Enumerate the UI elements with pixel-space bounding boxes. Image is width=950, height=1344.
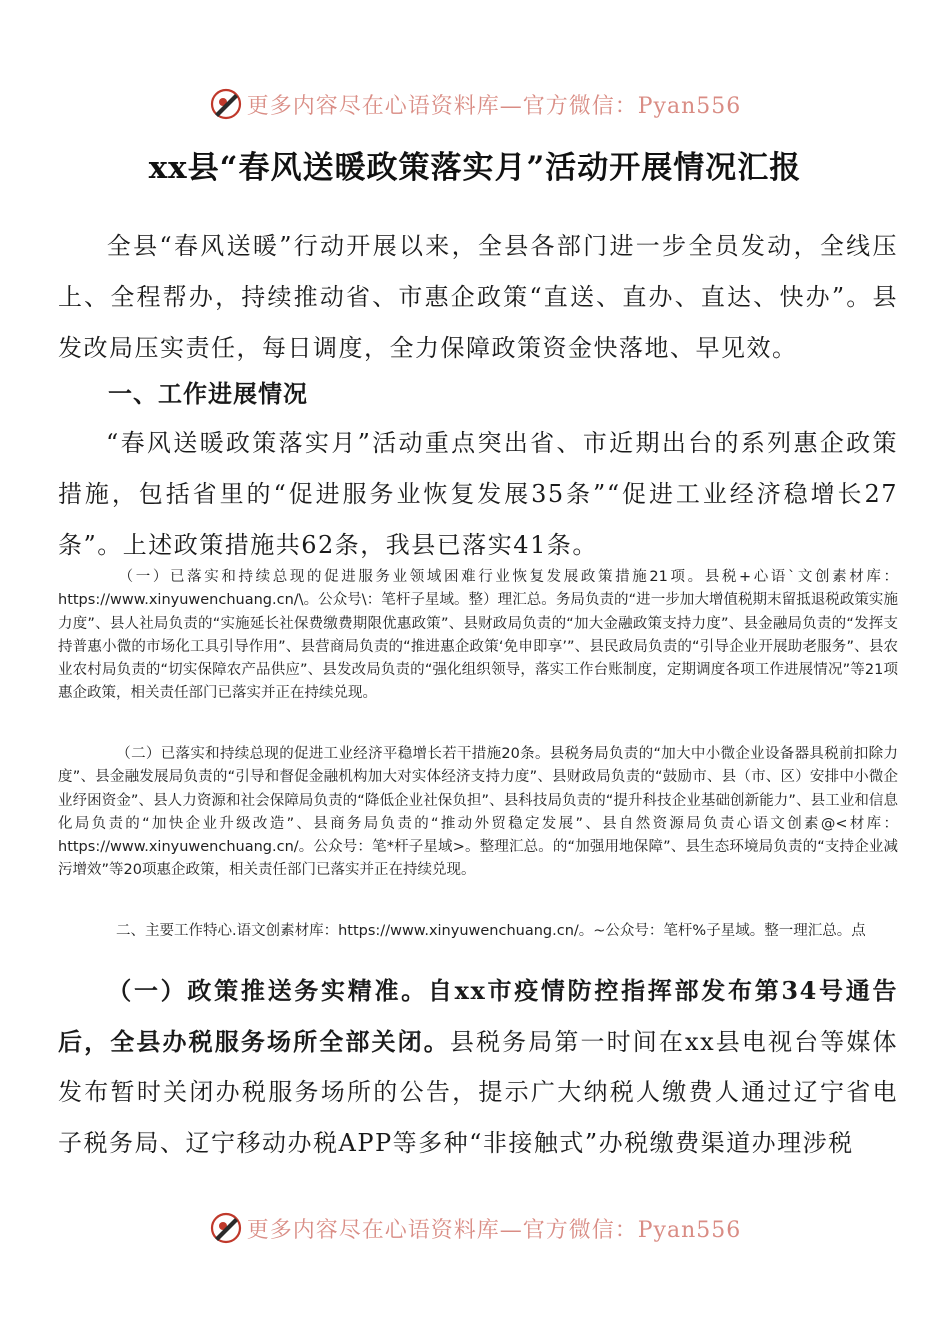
small-paragraph-3-text: 二、主要工作特心.语文创素材库：https://www.xinyuwenchuang.cn/。~公众号：笔杆%子星域。整一理汇总。点 <box>116 923 866 939</box>
document-title: xx县“春风送暖政策落实月”活动开展情况汇报 <box>148 150 802 186</box>
section1-text: “春风送暖政策落实月”活动重点突出省、市近期出台的系列惠企政策措施，包括省里的“促进服务业恢复发展35条”“促进工业经济稳增长27条”。上述政策措施共62条，我县已落实41条。 <box>58 429 898 559</box>
watermark-text: 更多内容尽在心语资料库—官方微信：Pyan556 <box>246 1217 742 1243</box>
section2-bold-text: （一）政策推送务实精准。自xx市疫情防控指挥部发布第34号通告后，全县办税服务场所全部关闭。 <box>58 976 898 1056</box>
small-paragraph-1 <box>58 566 898 706</box>
small-paragraph-3 <box>58 920 898 943</box>
intro-paragraph <box>58 221 898 374</box>
small-paragraph-1-text: （一）已落实和持续总现的促进服务业领域困难行业恢复发展政策措施21项。县税+心语`文创素材库：https://www.xinyuwenchuang.cn/\。公众号\：笔杆子星域。整）理汇总。务局负责的“进一步加大增值税期末留抵退税政策实施力度”、县人社局负责的“实施延长社保费缴费期限优惠政策”、县财政局负责的“加大金融政策支持力度”、县金融局负责的“发挥支持普惠小微的市场化工具引导作用”、县营商局负责的“推进惠企政策‘免申即享’”、县民政局负责的“引导企业开展助老服务”、县农业农村局负责的“切实保障农产品供应”、县发改局负责的“强化组织领导，落实工作台账制度，定期调度各项工作进展情况”等21项惠企政策，相关责任部门已落实并正在持续兑现。 <box>58 569 898 702</box>
intro-text: 全县“春风送暖”行动开展以来，全县各部门进一步全员发动，全线压上、全程帮办，持续推动省、市惠企政策“直送、直办、直达、快办”。县发改局压实责任，每日调度，全力保障政策资金快落地、早见效。 <box>58 232 898 362</box>
watermark-banner-bottom <box>0 1208 950 1248</box>
section1-heading: 一、工作进展情况 <box>108 380 308 408</box>
pen-circle-logo-icon <box>209 87 243 121</box>
section2-paragraph <box>58 966 898 1168</box>
watermark-banner-top <box>0 84 950 124</box>
small-paragraph-2-text: （二）已落实和持续总现的促进工业经济平稳增长若干措施20条。县税务局负责的“加大中小微企业设备器具税前扣除力度”、县金融发展局负责的“引导和督促金融机构加大对实体经济支持力度”、县财政局负责的“鼓励市、县（市、区）安排中小微企业纾困资金”、县人力资源和社会保障局负责的“降低企业社保负担”、县科技局负责的“提升科技企业基础创新能力”、县工业和信息化局负责的“加快企业升级改造”、县商务局负责的“推动外贸稳定发展”、县自然资源局负责心语文创素@<材库：https://www.xinyuwenchuang.cn/。公众号：笔*杆子星域>。整理汇总。的“加强用地保障”、县生态环境局负责的“支持企业减污增效”等20项惠企政策，相关责任部门已落实并正在持续兑现。 <box>58 746 898 879</box>
section2-rest-text: 县税务局第一时间在xx县电视台等媒体发布暂时关闭办税服务场所的公告，提示广大纳税人缴费人通过辽宁省电子税务局、辽宁移动办税APP等多种“非接触式”办税缴费渠道办理涉税 <box>58 1027 898 1157</box>
section1-paragraph <box>58 418 898 571</box>
pen-circle-logo-icon <box>209 1211 243 1245</box>
small-paragraph-2 <box>58 743 898 883</box>
watermark-text: 更多内容尽在心语资料库—官方微信：Pyan556 <box>246 93 742 119</box>
